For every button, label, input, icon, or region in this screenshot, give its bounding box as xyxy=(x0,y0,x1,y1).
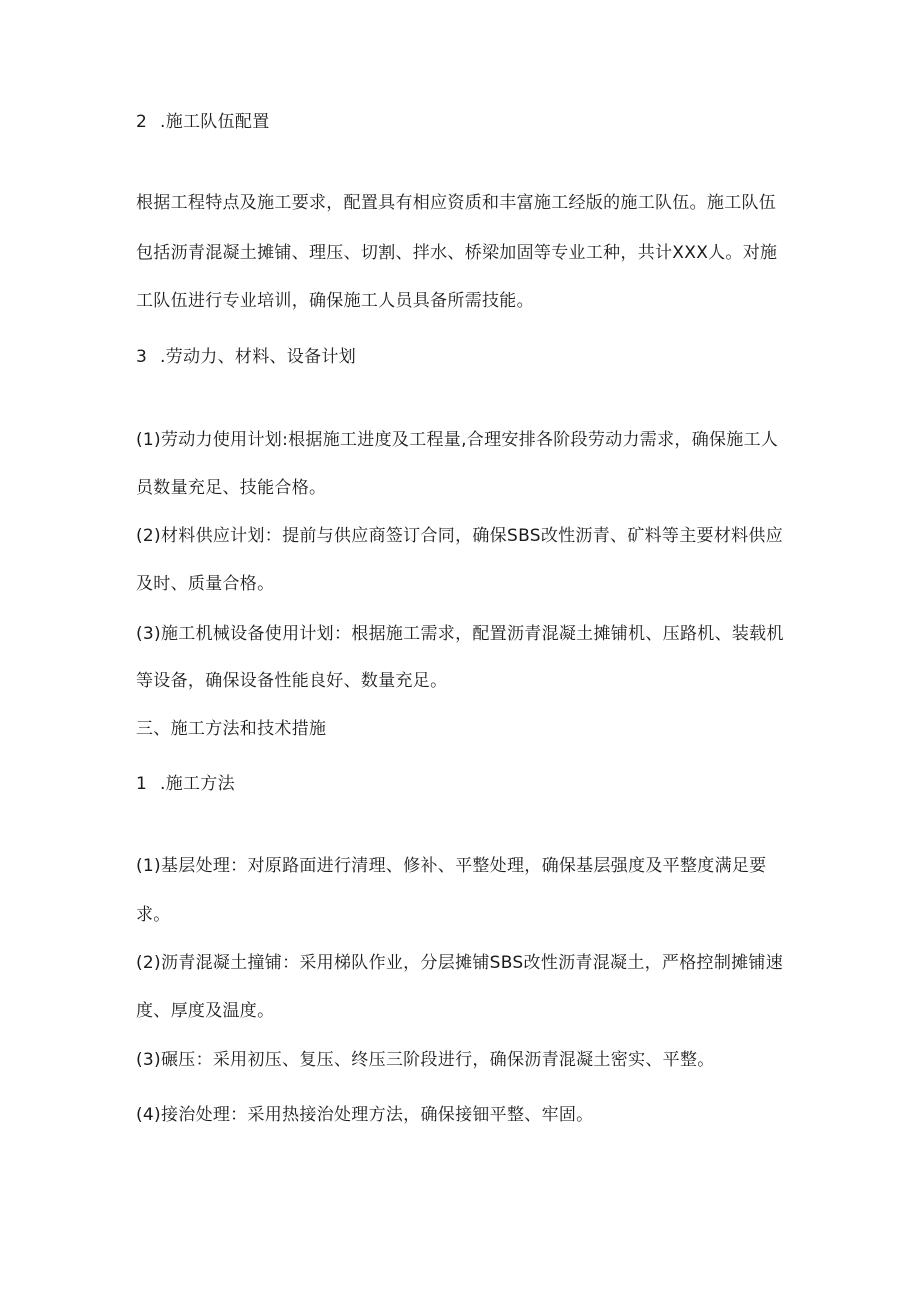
section-2-paragraph-line-3: 工队伍进行专业培训，确保施工人员具备所需技能。 xyxy=(136,291,534,311)
section-1-number: 1 xyxy=(136,774,148,794)
section-2-paragraph-line-1: 根据工程特点及施工要求，配置具有相应资质和丰富施工经版的施工队伍。施工队伍 xyxy=(136,193,777,213)
section-3-item-1-line-2: 员数量充足、技能合格。 xyxy=(136,478,327,498)
section-1-item-2-line-1: (2)沥青混凝土撞铺：采用梯队作业，分层摊铺SBS改性沥青混凝土，严格控制摊铺速 xyxy=(136,953,784,973)
section-2-title: .施工队伍配置 xyxy=(160,112,270,132)
section-2-paragraph-line-2: 包括沥青混凝土摊铺、理压、切割、拌水、桥梁加固等专业工种，共计XXX人。对施 xyxy=(136,243,778,263)
section-1-item-1-line-2: 求。 xyxy=(136,905,171,925)
section-2-heading xyxy=(136,112,270,132)
section-1-item-3: (3)碾压：采用初压、复压、终压三阶段进行，确保沥青混凝土密实、平整。 xyxy=(136,1050,715,1070)
section-3-number: 3 xyxy=(136,347,148,367)
chapter-3-heading: 三、施工方法和技术措施 xyxy=(136,719,327,739)
section-3-item-2-line-1: (2)材料供应计划：提前与供应商签订合同，确保SBS改性沥青、矿料等主要材料供应 xyxy=(136,526,784,546)
section-2-number: 2 xyxy=(136,112,148,132)
section-3-item-3-line-2: 等设备，确保设备性能良好、数量充足。 xyxy=(136,671,448,691)
section-1-heading xyxy=(136,774,235,794)
section-3-item-3-line-1: (3)施工机械设备使用计划：根据施工需求，配置沥青混凝土摊铺机、压路机、装载机 xyxy=(136,624,784,644)
section-3-title: .劳动力、材料、设备计划 xyxy=(160,347,357,367)
section-3-heading xyxy=(136,347,356,367)
section-1-item-4: (4)接治处理：采用热接治处理方法，确保接钿平整、牢固。 xyxy=(136,1105,594,1125)
section-1-item-2-line-2: 度、厚度及温度。 xyxy=(136,1001,275,1021)
section-3-item-2-line-2: 及时、质量合格。 xyxy=(136,574,275,594)
section-1-item-1-line-1: (1)基层处理：对原路面进行清理、修补、平整处理，确保基层强度及平整度满足要 xyxy=(136,856,767,876)
section-1-title: .施工方法 xyxy=(160,774,235,794)
section-3-item-1-line-1: (1)劳动力使用计划:根据施工进度及工程量,合理安排各阶段劳动力需求，确保施工人 xyxy=(136,430,779,450)
